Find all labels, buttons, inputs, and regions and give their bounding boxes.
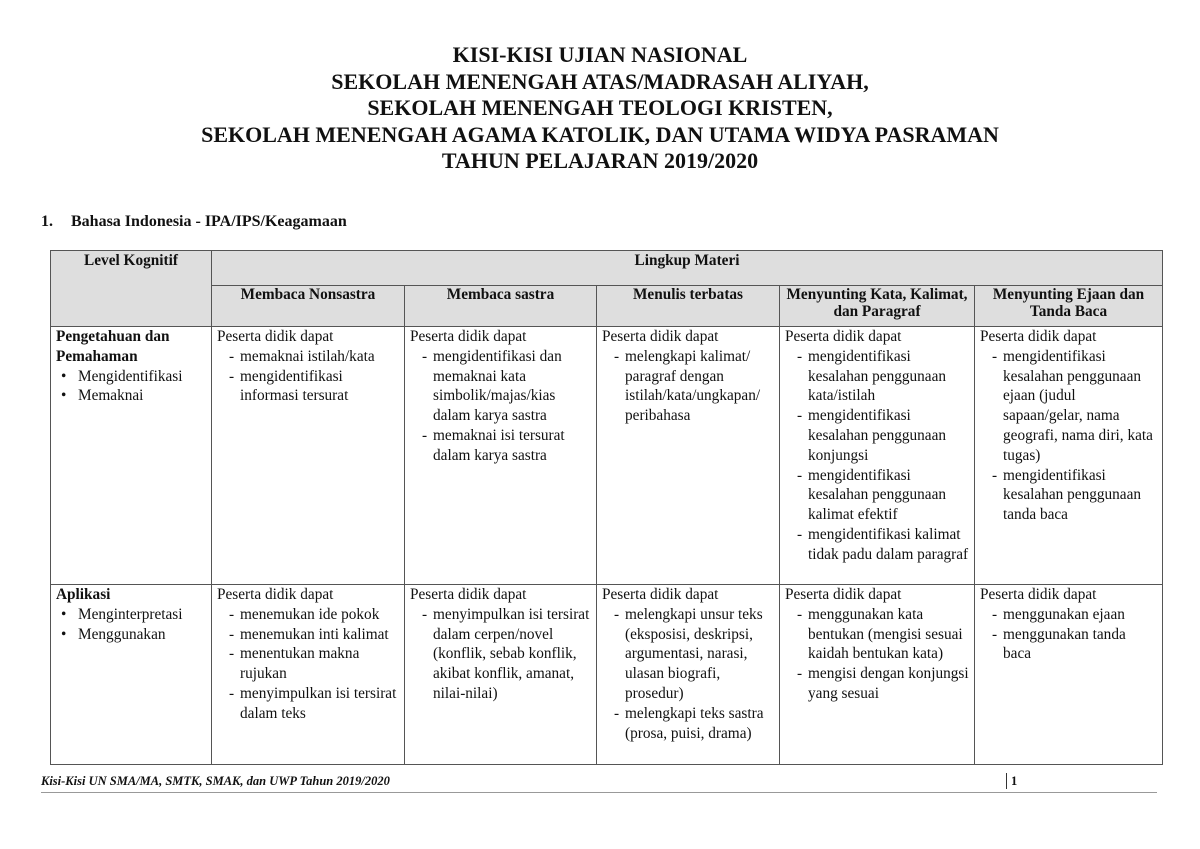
table-cell <box>405 327 597 585</box>
title-line: SEKOLAH MENENGAH AGAMA KATOLIK, DAN UTAMA WIDYA PASRAMAN <box>201 121 999 147</box>
title-line: SEKOLAH MENENGAH TEOLOGI KRISTEN, <box>367 95 833 120</box>
list-item: - mengisi dengan konjungsi yang sesuai <box>797 664 969 704</box>
page-number: 1 <box>1006 773 1017 789</box>
cell-intro: Peserta didik dapat <box>217 328 334 345</box>
table-cell <box>212 585 405 765</box>
list-item: - memaknai istilah/kata <box>229 347 399 367</box>
list-item: - menyimpulkan isi tersirat dalam teks <box>229 684 399 724</box>
level-cell <box>51 585 212 765</box>
table-row <box>51 585 1163 765</box>
cell-intro: Peserta didik dapat <box>410 328 527 345</box>
cell-list <box>602 605 774 744</box>
title-line: KISI-KISI UJIAN NASIONAL <box>452 42 748 67</box>
column-header: Menulis terbatas <box>597 286 780 327</box>
level-list <box>56 367 206 407</box>
list-item: • Menginterpretasi <box>78 605 206 625</box>
cell-intro: Peserta didik dapat <box>785 586 902 603</box>
cell-list <box>785 605 969 704</box>
cell-intro: Peserta didik dapat <box>602 586 719 603</box>
list-item: - menemukan inti kalimat <box>229 625 399 645</box>
list-item: - mengidentifikasi dan memaknai kata simbolik/majas/kias dalam karya sastra <box>422 347 591 426</box>
cell-list <box>980 605 1157 664</box>
cell-intro: Peserta didik dapat <box>217 586 334 603</box>
list-item: - mengidentifikasi informasi tersurat <box>229 367 399 407</box>
list-item: • Mengidentifikasi <box>78 367 206 387</box>
list-item: - mengidentifikasi kesalahan penggunaan konjungsi <box>797 406 969 465</box>
cell-intro: Peserta didik dapat <box>602 328 719 345</box>
list-item: - menggunakan ejaan <box>992 605 1157 625</box>
table-row <box>51 327 1163 585</box>
list-item: - mengidentifikasi kesalahan penggunaan ejaan (judul sapaan/gelar, nama geografi, nama diri, kata tugas) <box>992 347 1157 466</box>
cell-list <box>785 347 969 565</box>
table-cell <box>405 585 597 765</box>
list-item: - menggunakan tanda baca <box>992 625 1157 665</box>
table-cell <box>212 327 405 585</box>
list-item: - menentukan makna rujukan <box>229 644 399 684</box>
title-line: TAHUN PELAJARAN 2019/2020 <box>441 148 759 173</box>
table-cell <box>780 585 975 765</box>
column-header: Membaca sastra <box>405 286 597 327</box>
list-item: • Menggunakan <box>78 625 206 645</box>
cell-intro: Peserta didik dapat <box>785 328 902 345</box>
list-item: - menggunakan kata bentukan (mengisi sesuai kaidah bentukan kata) <box>797 605 969 664</box>
section-heading <box>41 212 347 232</box>
cell-intro: Peserta didik dapat <box>980 586 1097 603</box>
list-item: - mengidentifikasi kesalahan penggunaan kata/istilah <box>797 347 969 406</box>
cell-list <box>410 347 591 466</box>
column-header: Menyunting Kata, Kalimat, dan Paragraf <box>780 286 975 327</box>
title-line: SEKOLAH MENENGAH ATAS/MADRASAH ALIYAH, <box>331 68 869 94</box>
cell-intro: Peserta didik dapat <box>980 328 1097 345</box>
footer-text: Kisi-Kisi UN SMA/MA, SMTK, SMAK, dan UWP Tahun 2019/2020 <box>41 774 390 788</box>
list-item: - melengkapi kalimat/ paragraf dengan istilah/kata/ungkapan/ peribahasa <box>614 347 774 426</box>
list-item: • Memaknai <box>78 386 206 406</box>
table-cell <box>975 327 1163 585</box>
cell-list <box>217 347 399 406</box>
level-name: Pengetahuan dan Pemahaman <box>56 328 170 365</box>
column-header: Membaca Nonsastra <box>212 286 405 327</box>
cell-list <box>602 347 774 426</box>
kisi-kisi-table <box>50 250 1163 765</box>
level-cell <box>51 327 212 585</box>
document-title <box>0 42 1200 175</box>
list-item: - melengkapi teks sastra (prosa, puisi, drama) <box>614 704 774 744</box>
list-item: - menemukan ide pokok <box>229 605 399 625</box>
cell-list <box>410 605 591 704</box>
list-item: - menyimpulkan isi tersirat dalam cerpen/novel (konflik, sebab konflik, akibat konflik, amanat, nilai-nilai) <box>422 605 591 704</box>
lingkup-materi-header: Lingkup Materi <box>212 251 1163 286</box>
cell-list <box>980 347 1157 525</box>
table-cell <box>975 585 1163 765</box>
cell-intro: Peserta didik dapat <box>410 586 527 603</box>
column-header: Menyunting Ejaan dan Tanda Baca <box>975 286 1163 327</box>
level-kognitif-header: Level Kognitif <box>51 251 212 327</box>
section-title: Bahasa Indonesia - IPA/IPS/Keagamaan <box>71 213 347 230</box>
cell-list <box>217 605 399 724</box>
level-list <box>56 605 206 645</box>
list-item: - memaknai isi tersurat dalam karya sastra <box>422 426 591 466</box>
page-footer <box>41 773 1157 793</box>
list-item: - melengkapi unsur teks (eksposisi, deskripsi, argumentasi, narasi, ulasan biografi, prosedur) <box>614 605 774 704</box>
list-item: - mengidentifikasi kalimat tidak padu dalam paragraf <box>797 525 969 565</box>
table-cell <box>597 585 780 765</box>
list-item: - mengidentifikasi kesalahan penggunaan kalimat efektif <box>797 466 969 525</box>
table-cell <box>780 327 975 585</box>
level-name: Aplikasi <box>56 586 111 603</box>
section-number: 1. <box>41 213 53 230</box>
list-item: - mengidentifikasi kesalahan penggunaan tanda baca <box>992 466 1157 525</box>
table-cell <box>597 327 780 585</box>
